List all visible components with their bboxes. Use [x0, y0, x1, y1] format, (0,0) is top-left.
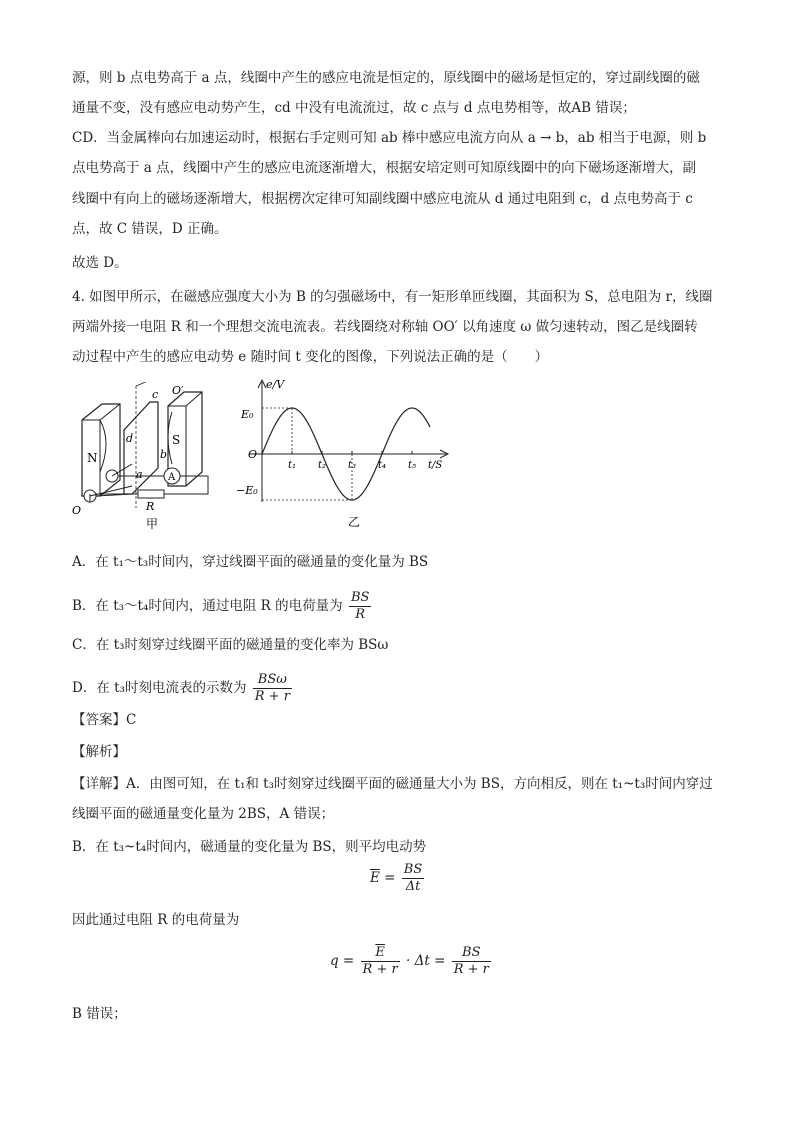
equation-average-emf: $\overline{E}$ = $\frac{BS}{\Delta t}$ — [370, 862, 423, 894]
paragraph-line: 线圈中有向上的磁场逐渐增大，根据楞次定律可知副线圈中感应电流从 d 通过电阻到 c，d 点电势高于 c — [72, 191, 693, 207]
paragraph-line: 通量不变，没有感应电动势产生，cd 中没有电流流过，故 c 点与 d 点电势相等，故AB 错误； — [72, 100, 636, 116]
figure-caption-jia: 甲 — [146, 517, 159, 531]
x-tick-label: t₂ — [318, 460, 327, 471]
option-a: A．在 t₁～t₃时间内，穿过线圈平面的磁通量的变化量为 BS — [72, 554, 429, 570]
paragraph-line: 点电势高于 a 点，线圈中产生的感应电流逐渐增大，根据安培定则可知原线圈中的向下磁场逐渐增大，副 — [72, 160, 697, 176]
equation-charge — [330, 945, 493, 978]
y-axis-label: e/V — [266, 378, 285, 391]
equation-middle: · Δt = — [406, 953, 446, 969]
answer-line — [72, 710, 722, 730]
equation-fraction — [361, 945, 400, 978]
north-magnet-shape — [82, 404, 120, 496]
e0-label: E₀ — [241, 408, 254, 421]
figure-caption-yi: 乙 — [348, 515, 361, 529]
neg-e0-label: −E₀ — [236, 484, 258, 497]
detail-line: B．在 t₃~t₄时间内，磁通量的变化量为 BS，则平均电动势 — [72, 839, 427, 855]
paragraph-line: 故选 D。 — [72, 255, 128, 271]
fraction-denominator: R + r — [254, 689, 290, 704]
x-tick-label: t₅ — [408, 460, 417, 471]
fraction-denominator: R + r — [453, 962, 489, 977]
question-line: 两端外接一电阻 R 和一个理想交流电流表。若线圈绕对称轴 OO′ 以角速度 ω 做匀速转动，图乙是线圈转 — [72, 319, 698, 335]
option-c: C．在 t₃时刻穿过线圈平面的磁通量的变化率为 BSω — [72, 637, 389, 653]
question-line: 动过程中产生的感应电动势 e 随时间 t 变化的图像，下列说法正确的是（ ） — [72, 349, 549, 365]
fraction-numerator: BSω — [253, 672, 292, 689]
paragraph-line: 点，故 C 错误，D 正确。 — [72, 221, 228, 237]
origin-label: O — [248, 448, 258, 461]
label-resistor: R — [146, 500, 155, 513]
label-s: S — [172, 433, 181, 447]
option-b — [72, 590, 373, 623]
detail-line: 线圈平面的磁通量变化量为 2BS，A 错误； — [72, 806, 335, 822]
fraction-numerator: BS — [452, 945, 491, 962]
figure-jia-diagram — [72, 382, 232, 532]
fraction-numerator: $\overline{E}$ — [375, 945, 385, 960]
option-d-fraction — [253, 672, 292, 705]
paragraph-line: 源，则 b 点电势高于 a 点，线圈中产生的感应电流是恒定的，原线圈中的磁场是恒定的，穿过副线圈的磁 — [72, 70, 700, 86]
equation-q: q = — [330, 953, 355, 969]
figure-yi-chart — [236, 376, 466, 534]
label-o-prime: O′ — [172, 384, 184, 397]
fraction-denominator: Δt — [405, 879, 421, 894]
resistor-symbol — [138, 490, 164, 498]
label-ammeter: A — [168, 472, 176, 483]
label-c: c — [152, 388, 159, 401]
label-o: O — [72, 504, 82, 517]
option-d — [72, 672, 294, 705]
x-tick-label: t₄ — [378, 460, 387, 471]
question-line: 4. 如图甲所示，在磁感应强度大小为 B 的匀强磁场中，有一矩形单匝线圈，其面积为 S，总电阻为 r，线圈 — [72, 289, 713, 305]
x-axis-label: t/S — [428, 460, 443, 471]
label-b: b — [160, 448, 168, 461]
equation-fraction — [402, 862, 424, 895]
answer-label: 【答案】 — [72, 712, 126, 728]
fraction-numerator: BS — [403, 862, 423, 877]
label-d: d — [126, 432, 134, 445]
option-b-text: B．在 t₃～t₄时间内，通过电阻 R 的电荷量为 — [72, 598, 343, 614]
detail-line: 因此通过电阻 R 的电荷量为 — [72, 912, 240, 928]
option-b-fraction — [349, 590, 371, 623]
equation-lhs: $\overline{E}$ — [370, 870, 380, 886]
label-n: N — [87, 451, 98, 465]
answer-value: C — [126, 712, 137, 728]
detail-line: B 错误； — [72, 1006, 127, 1022]
fraction-numerator: BS — [350, 590, 370, 605]
fraction-denominator: R — [355, 607, 366, 622]
x-tick-label: t₃ — [348, 460, 357, 471]
equation-fraction — [452, 945, 491, 978]
paragraph-line: CD．当金属棒向右加速运动时，根据右手定则可知 ab 棒中感应电流方向从 a → b，ab 相当于电源，则 b — [72, 130, 707, 146]
option-d-text: D．在 t₃时刻电流表的示数为 — [72, 680, 247, 696]
fraction-denominator: R + r — [362, 962, 398, 977]
label-a: a — [136, 468, 143, 481]
detail-line: 【详解】A．由图可知，在 t₁和 t₃时刻穿过线圈平面的磁通量大小为 BS，方向相反，则在 t₁~t₃时间内穿过 — [72, 776, 713, 792]
analysis-label: 【解析】 — [72, 744, 126, 760]
x-tick-label: t₁ — [288, 460, 297, 471]
